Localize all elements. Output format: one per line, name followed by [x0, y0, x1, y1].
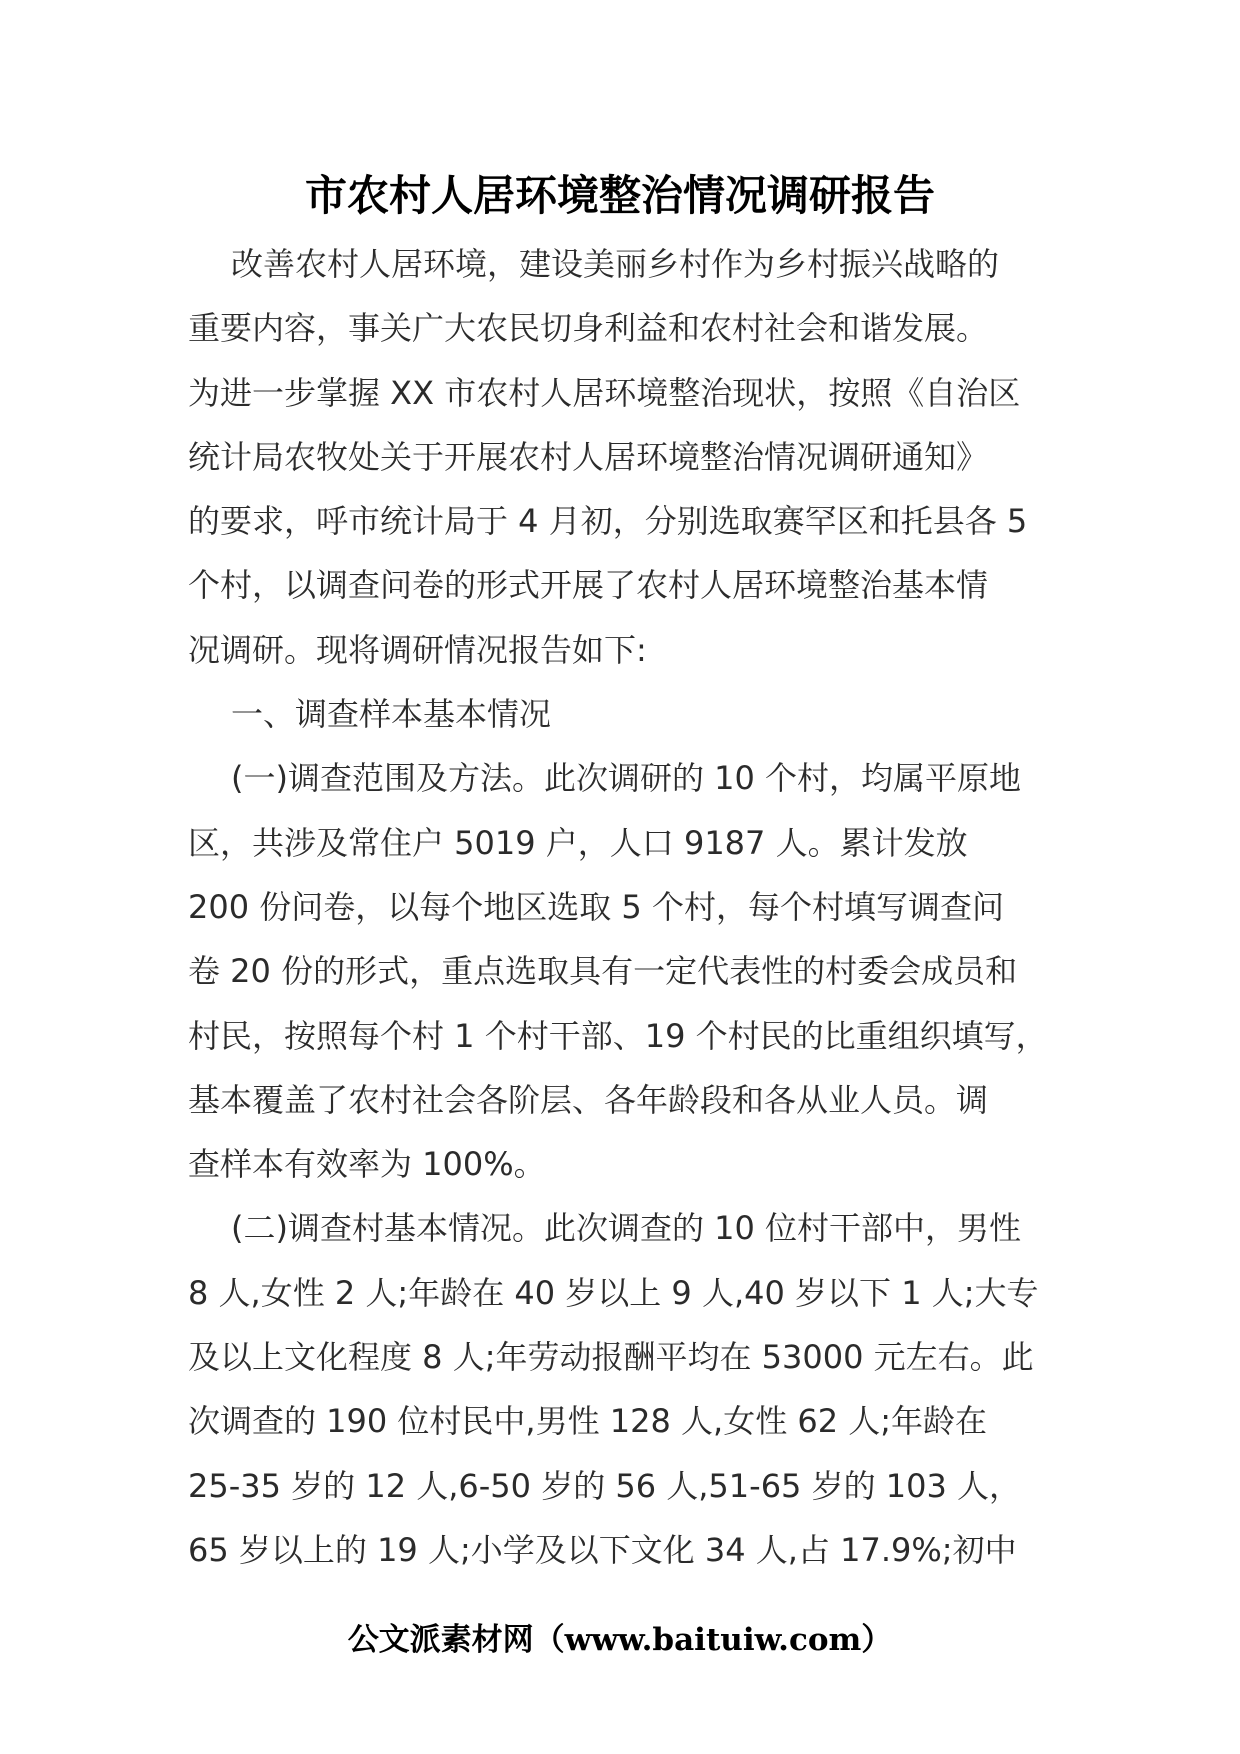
paragraph-line: 的要求，呼市统计局于 4 月初，分别选取赛罕区和托县各 5 — [188, 502, 1028, 541]
paragraph-line: 卷 20 份的形式，重点选取具有一定代表性的村委会成员和 — [188, 952, 1018, 991]
document-body — [188, 232, 1068, 1582]
paragraph-line: 重要内容，事关广大农民切身利益和农村社会和谐发展。 — [188, 309, 989, 348]
paragraph-line: 及以上文化程度 8 人;年劳动报酬平均在 53000 元左右。此 — [188, 1338, 1034, 1377]
paragraph-line: 次调查的 190 位村民中,男性 128 人,女性 62 人;年龄在 — [188, 1402, 988, 1441]
paragraph-line: 200 份问卷，以每个地区选取 5 个村，每个村填写调查问 — [188, 887, 1004, 926]
paragraph-line: 村民，按照每个村 1 个村干部、19 个村民的比重组织填写， — [188, 1016, 1048, 1055]
paragraph-line: 查样本有效率为 100%。 — [188, 1145, 546, 1184]
paragraph-line: 区，共涉及常住户 5019 户，人口 9187 人。累计发放 — [188, 823, 968, 862]
page-footer: 公文派素材网（www.baituiw.com） — [347, 1622, 893, 1658]
paragraph-line: 况调研。现将调研情况报告如下: — [188, 630, 647, 669]
paragraph-line: 65 岁以上的 19 人;小学及以下文化 34 人,占 17.9%;初中 — [188, 1530, 1017, 1569]
paragraph-line: 改善农村人居环境，建设美丽乡村作为乡村振兴战略的 — [231, 245, 1000, 283]
paragraph-line: 为进一步掌握 XX 市农村人居环境整治现状，按照《自治区 — [188, 373, 1021, 412]
paragraph-line: 统计局农牧处关于开展农村人居环境整治情况调研通知》 — [188, 437, 989, 476]
paragraph-line: 25-35 岁的 12 人,6-50 岁的 56 人,51-65 岁的 103 人， — [188, 1466, 1022, 1505]
paragraph-line: 8 人,女性 2 人;年龄在 40 岁以上 9 人,40 岁以下 1 人;大专 — [188, 1273, 1039, 1312]
paragraph-line: 基本覆盖了农村社会各阶层、各年龄段和各从业人员。调 — [188, 1080, 989, 1119]
document-title: 市农村人居环境整治情况调研报告 — [304, 171, 935, 220]
section-heading: 一、调查样本基本情况 — [231, 695, 552, 734]
paragraph-line: (二)调查村基本情况。此次调查的 10 位村干部中，男性 — [231, 1209, 1022, 1248]
paragraph-line: (一)调查范围及方法。此次调研的 10 个村，均属平原地 — [231, 759, 1022, 798]
paragraph-line: 个村，以调查问卷的形式开展了农村人居环境整治基本情 — [188, 566, 989, 605]
